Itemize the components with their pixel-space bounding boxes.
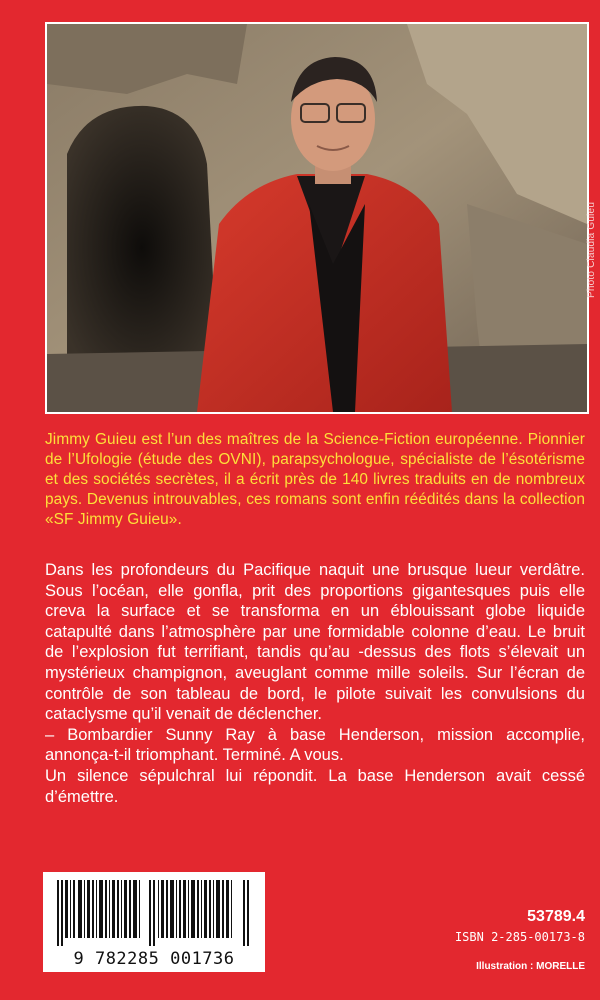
author-biography: Jimmy Guieu est l’un des maîtres de la Science-Fiction européenne. Pionnier de l’Ufologie (étude des OVNI), parapsychologue, spécialiste de l’ésotérisme et des sociétés secrètes, il a écrit près de 140 livres traduits en de nombreux pays. Devenus introuvables, ces romans sont enfin réédités dans la collection «SF Jimmy Guieu». (45, 431, 585, 528)
synopsis-paragraph-3: Un silence sépulchral lui répondit. La base Henderson avait cessé d’émettre. (45, 766, 585, 806)
synopsis-paragraph-2: – Bombardier Sunny Ray à base Henderson, mission accomplie, annonça-t-il triomphant. Terminé. A vous. (45, 725, 585, 765)
photo-credit: Photo Claudia Guieu (586, 201, 597, 298)
illustration-credit: Illustration : MORELLE (476, 961, 585, 972)
isbn: ISBN 2-285-00173-8 (454, 930, 585, 944)
barcode (43, 872, 265, 972)
synopsis-paragraph-1: Dans les profondeurs du Pacifique naquit une brusque lueur verdâtre. Sous l’océan, elle gonfla, prit des proportions gigantesques puis elle creva la surface et se transforma en un éblouissant globe liquide catapulté dans l’atmosphère par une formidable colonne d’eau. Le bruit de l’explosion fut terrifiant, tandis qu’au -dessus des flots s’élevait un mystérieux champignon, aveuglant comme mille soleils. Sur l’écran de contrôle de son tableau de bord, le pilote suivait les convulsions du cataclysme qu’il venait de déclencher. (45, 561, 585, 724)
author-photo (45, 22, 589, 414)
author-portrait-illustration (47, 24, 587, 412)
book-synopsis (45, 560, 585, 807)
barcode-bars (57, 880, 251, 946)
barcode-digits: 9 782285 001736 (45, 949, 263, 969)
catalog-number: 53789.4 (527, 908, 585, 925)
